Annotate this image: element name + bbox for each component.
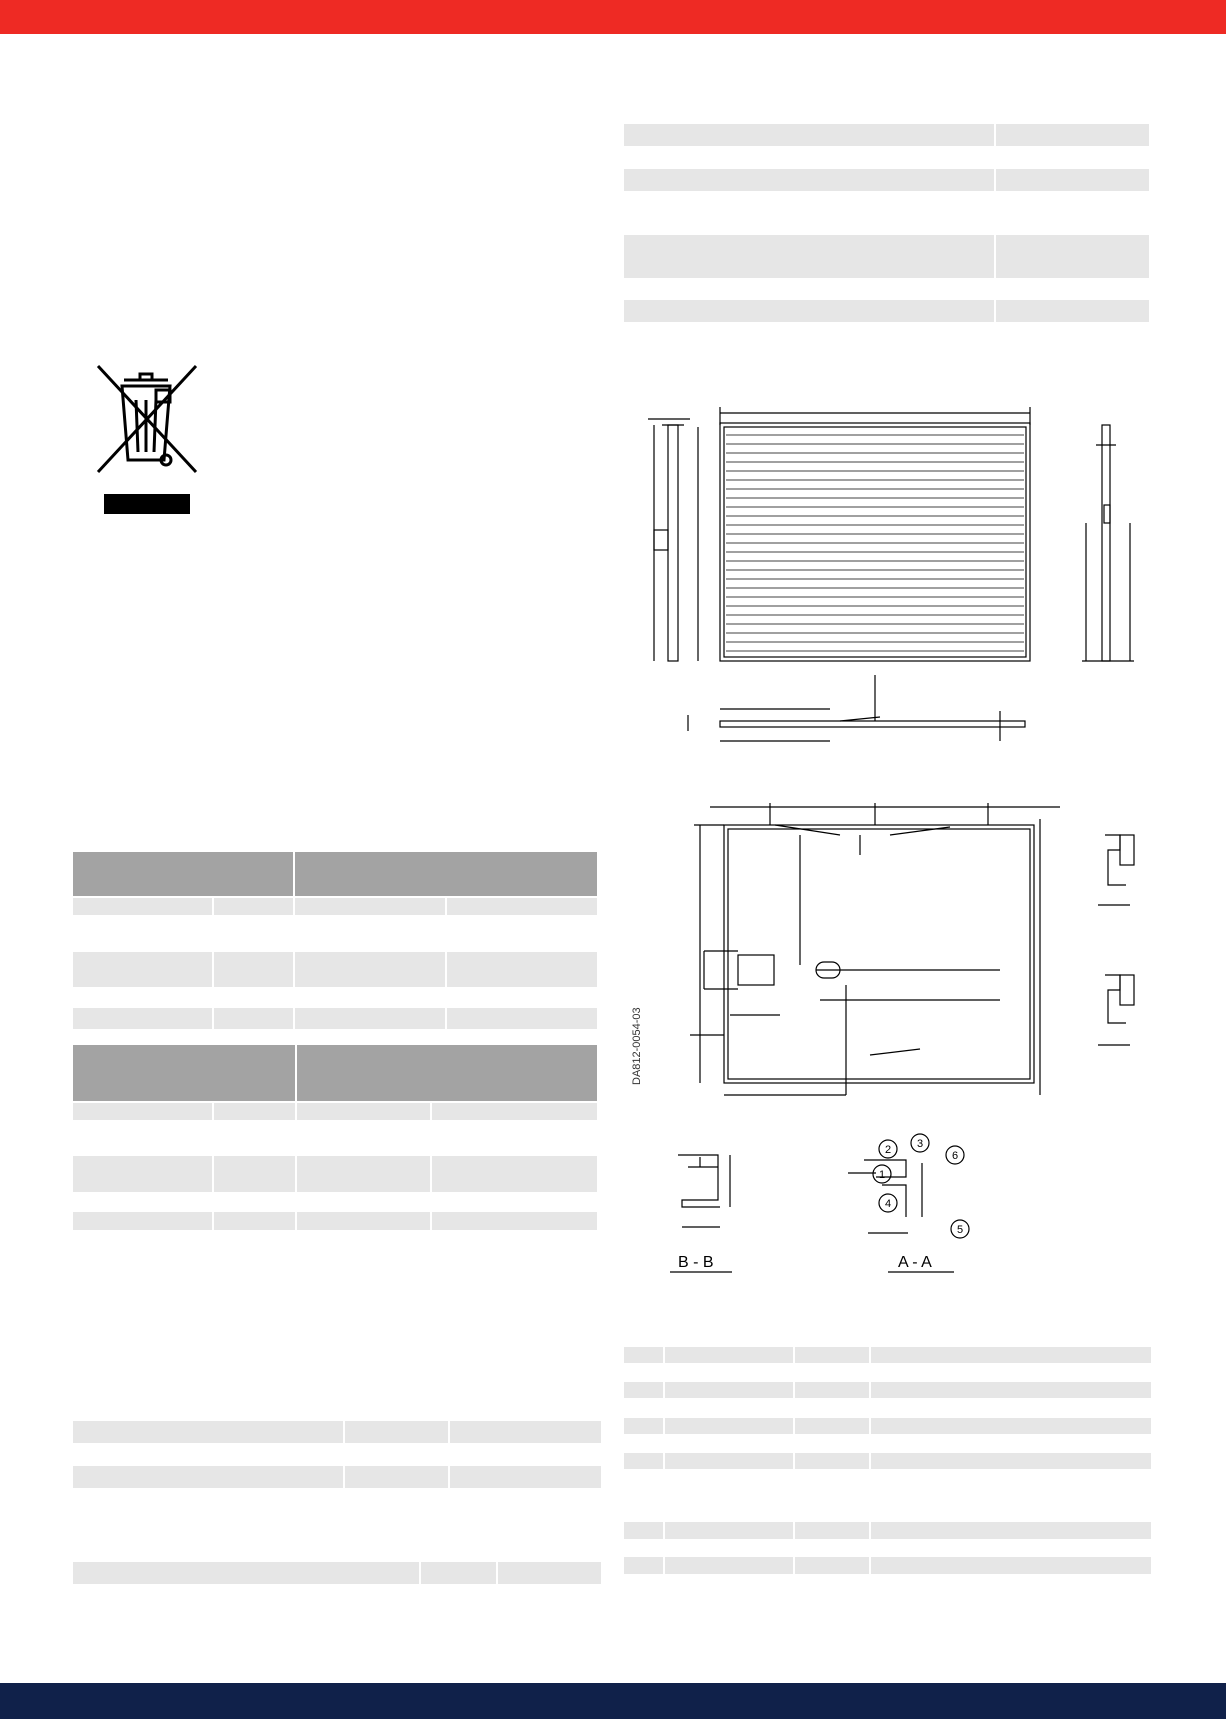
table-cell	[214, 1008, 293, 1029]
table-cell	[498, 1562, 601, 1584]
table-cell	[665, 1522, 793, 1539]
table-cell	[297, 1103, 430, 1120]
table-cell	[624, 1557, 663, 1574]
weee-symbol	[86, 360, 206, 520]
table-cell	[432, 1212, 597, 1230]
table1-header-right	[295, 852, 597, 896]
bottom-brand-bar	[0, 1683, 1226, 1719]
table1-header-left	[73, 852, 293, 896]
table-cell	[73, 952, 212, 987]
table-cell	[73, 898, 212, 915]
table-cell	[73, 1421, 343, 1443]
table-cell	[73, 1562, 419, 1584]
table-cell	[214, 1103, 295, 1120]
table-cell	[795, 1522, 869, 1539]
section-label-a-a: A - A	[898, 1254, 932, 1271]
top-brand-bar	[0, 0, 1226, 34]
table-cell	[214, 952, 293, 987]
table-cell	[447, 952, 597, 987]
drawing-svg	[620, 395, 1160, 1295]
callout-6: 6	[951, 1150, 959, 1162]
table-cell	[297, 1212, 430, 1230]
table-cell	[624, 169, 994, 191]
table-cell	[871, 1382, 1151, 1398]
table-cell	[871, 1557, 1151, 1574]
table-cell	[297, 1156, 430, 1192]
table-cell	[295, 1008, 445, 1029]
table-cell	[295, 898, 445, 915]
table2-header-right	[297, 1045, 597, 1101]
table-cell	[996, 169, 1149, 191]
table-cell	[871, 1453, 1151, 1469]
table-cell	[624, 1522, 663, 1539]
callout-5: 5	[956, 1224, 964, 1236]
table-cell	[795, 1418, 869, 1434]
table-cell	[450, 1421, 601, 1443]
callout-numbers	[879, 1138, 963, 1236]
panel-technical-drawing	[620, 395, 1160, 1300]
table-cell	[665, 1347, 793, 1363]
table-cell	[871, 1522, 1151, 1539]
table-cell	[996, 235, 1149, 278]
table-cell	[996, 124, 1149, 146]
table-cell	[450, 1466, 601, 1488]
weee-black-bar	[104, 494, 190, 514]
table-cell	[795, 1557, 869, 1574]
table-cell	[795, 1453, 869, 1469]
table-cell	[624, 1453, 663, 1469]
table-cell	[73, 1103, 212, 1120]
table-cell	[665, 1418, 793, 1434]
table-cell	[345, 1421, 448, 1443]
callout-4: 4	[884, 1198, 892, 1210]
section-label-b-b: B - B	[678, 1254, 714, 1271]
callout-2: 2	[884, 1144, 892, 1156]
crossed-out-wheelie-bin-icon	[86, 360, 206, 520]
table-cell	[665, 1557, 793, 1574]
table-cell	[432, 1156, 597, 1192]
table-cell	[214, 1156, 295, 1192]
table-cell	[665, 1453, 793, 1469]
table-cell	[996, 300, 1149, 322]
table-cell	[345, 1466, 448, 1488]
callout-1: 1	[878, 1169, 886, 1181]
table-cell	[624, 1418, 663, 1434]
table-cell	[73, 1156, 212, 1192]
table-cell	[624, 300, 994, 322]
table-cell	[432, 1103, 597, 1120]
table-cell	[447, 1008, 597, 1029]
table-cell	[73, 1008, 212, 1029]
drawing-doc-code: DA812-0054-03	[631, 1007, 643, 1085]
table-cell	[624, 235, 994, 278]
table-cell	[421, 1562, 496, 1584]
table-cell	[624, 124, 994, 146]
table-cell	[624, 1347, 663, 1363]
table-cell	[871, 1347, 1151, 1363]
panel-cell-rows	[726, 435, 1024, 651]
callout-3: 3	[916, 1138, 924, 1150]
table-cell	[295, 952, 445, 987]
table-cell	[871, 1418, 1151, 1434]
table-cell	[73, 1212, 212, 1230]
table-cell	[624, 1382, 663, 1398]
table-cell	[795, 1382, 869, 1398]
table-cell	[214, 1212, 295, 1230]
table-cell	[795, 1347, 869, 1363]
table-cell	[73, 1466, 343, 1488]
table-cell	[665, 1382, 793, 1398]
table2-header-left	[73, 1045, 295, 1101]
table-cell	[214, 898, 293, 915]
table-cell	[447, 898, 597, 915]
